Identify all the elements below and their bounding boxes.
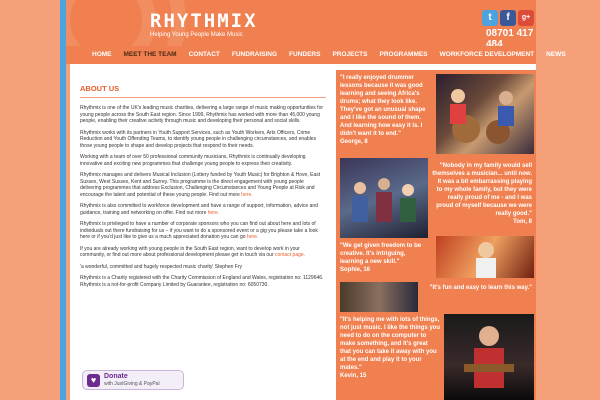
paragraph-text: Working with a team of over 50 professional community musicians, Rhythmix is continually developing innovative and exciting new programmes that challenge young people to express their creativity.	[80, 154, 306, 167]
find-out-more-link[interactable]: here.	[241, 191, 253, 198]
paragraph-text: Rhythmix is a Charity registered with the Charity Commission of England and Wales, registration no: 1129646. Rhythmix is a not-for-profit Company Limited by Guarantee, registration no: 6050730.	[80, 275, 324, 288]
phone-number: 08701 417 484	[486, 28, 534, 46]
stephen-fry-quote	[80, 264, 326, 271]
heading-divider	[80, 97, 326, 98]
about-paragraph	[80, 203, 326, 216]
quote-author: Sophie, 16	[340, 267, 371, 273]
nav-programmes[interactable]: PROGRAMMES	[379, 51, 428, 58]
main-nav	[66, 46, 566, 64]
paragraph-text: Rhythmix works with its partners in Youth Support Services, such as Youth Workers, Arts Officers, Crime Reduction and Youth Offending Teams, to identify young people in challenging circumstances, and enables those young people to shape and develop projects that respond to their needs.	[80, 129, 317, 149]
paragraph-text: 'a wonderful, committed and hugely respected music charity' Stephen Fry	[80, 263, 242, 270]
paragraph-text: Rhythmix is also committed to workforce development and have a range of support, information, advice and guidance, training and networking on offer. Find out more	[80, 203, 318, 216]
nav-contact[interactable]: CONTACT	[188, 51, 220, 58]
singer-illustration	[436, 236, 534, 278]
heart-icon: ♥	[87, 374, 100, 387]
quote-text: "It's fun and easy to learn this way."	[429, 285, 532, 291]
decorative-ring	[66, 0, 156, 46]
about-heading: ABOUT US	[80, 84, 120, 93]
facebook-icon[interactable]: f	[500, 10, 516, 26]
twitter-icon[interactable]: t	[482, 10, 498, 26]
nav-home[interactable]: HOME	[92, 51, 112, 58]
quote-author: Tom, 8	[513, 219, 532, 225]
about-paragraph	[80, 154, 326, 167]
quote-author: George, 8	[340, 139, 368, 145]
paragraph-text: Rhythmix manages and delivers Musical Inclusion (Lottery funded by Youth Music) for Brighton & Hove, East Sussex, West Sussex, Kent and Surrey. This programme is the direct engagement with young people delivering programmes that address Exclusion, Challenging Circumstances and Young People at Risk and encourage the talent and potential of these young people. Find out more	[80, 172, 321, 198]
about-content	[76, 76, 330, 400]
quote-text: "Nobody in my family would sell themselves a musician... until now. It was a bit embarrassing playing to my whole family, but they were really proud of me - and I was proud of myself because we were really good."	[432, 163, 532, 217]
donate-subtext: with JustGiving & PayPal	[104, 381, 160, 387]
quote-text: "We get given freedom to be creative. It's intriguing, learning a new skill."	[340, 243, 422, 265]
quote-kevin	[340, 316, 440, 380]
nav-funders[interactable]: FUNDERS	[289, 51, 321, 58]
paragraph-text: Rhythmix is one of the UK's leading music charities, delivering a large range of music making opportunities for young people across the South East region. Since 1999, Rhythmix has worked with more than 45,000 young people, enabling their creative activity through music and developing their personal and social skills.	[80, 105, 324, 124]
nav-news[interactable]: NEWS	[546, 51, 566, 58]
about-paragraph	[80, 221, 326, 241]
guitarist-photo	[444, 314, 534, 400]
site-logo[interactable]: RHYTHMIX	[150, 10, 258, 32]
about-paragraph	[80, 130, 326, 150]
google-plus-icon[interactable]: g+	[518, 10, 534, 26]
about-paragraph	[80, 105, 326, 125]
quote-text: "It's helping me with lots of things, not just music. I like the things you need to do on the computer to make something, and it's great that you can take it away with you at the end and play it to your mates."	[340, 317, 441, 371]
nav-projects[interactable]: PROJECTS	[332, 51, 368, 58]
quotes-panel	[336, 70, 536, 400]
nav-workforce-development[interactable]: WORKFORCE DEVELOPMENT	[439, 51, 535, 58]
about-paragraph	[80, 172, 326, 198]
singer-photo	[436, 236, 534, 278]
family-band-illustration	[340, 158, 428, 238]
quote-sophie	[340, 242, 430, 274]
quote-fun	[422, 284, 532, 292]
left-decorative-bar	[0, 0, 70, 400]
contact-page-link[interactable]: contact page.	[275, 252, 306, 258]
guitarist-illustration	[444, 314, 534, 400]
charity-registration	[80, 275, 326, 288]
group-photo	[340, 158, 428, 238]
site-header	[66, 0, 536, 46]
computer-photo	[340, 282, 418, 312]
nav-fundraising[interactable]: FUNDRAISING	[231, 51, 278, 58]
about-paragraph	[80, 246, 326, 259]
quote-text: "I really enjoyed drummer lessons because it was good learning and seeing Africa's drums; what they look like. They've got an unusual shape and I like the sound of them. And learning how easy it is. I didn't want it to end."	[340, 75, 426, 137]
drumming-photo	[436, 74, 534, 154]
paragraph-text: Rhythmix is privileged to have a number of corporate sponsors who you can find out about here and lots of individuals out there fundraising for us – if you want to do a sponsored event or a gig you please take a look here or if you'd just like to give us a much appreciated donation you can go	[80, 221, 318, 240]
workforce-link[interactable]: here.	[207, 209, 220, 216]
drummers-illustration	[436, 74, 534, 154]
quote-author: Kevin, 15	[340, 373, 367, 379]
donate-label: Donate	[104, 373, 128, 380]
nav-meet-the-team[interactable]: MEET THE TEAM	[123, 51, 177, 58]
quote-tom	[432, 162, 532, 226]
site-tagline: Helping Young People Make Music	[150, 32, 243, 38]
quote-george	[340, 74, 432, 146]
donate-button[interactable]	[82, 370, 184, 390]
donation-link[interactable]: here.	[246, 234, 259, 240]
paragraph-text: If you are already working with young people in the South East region, want to develop work in your community, or find out more about professional development please get in touch via our	[80, 245, 300, 258]
